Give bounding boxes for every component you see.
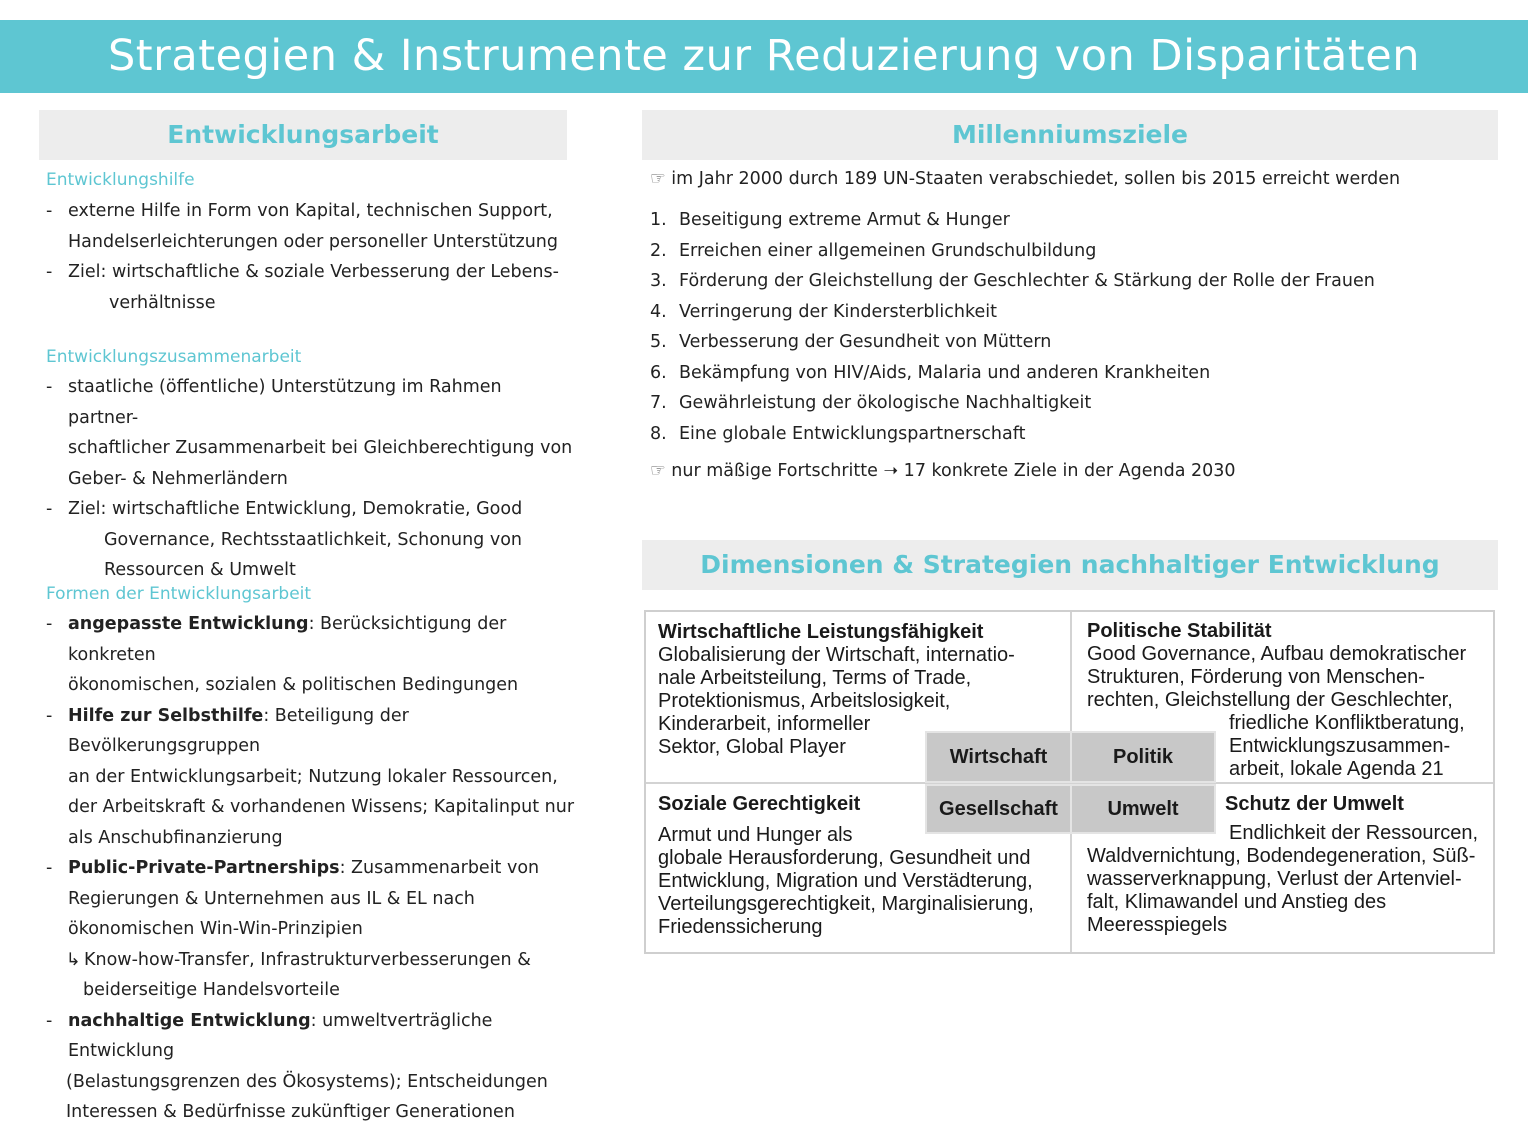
list-item-continuation: Geber- & Nehmerländern <box>68 468 288 489</box>
list-item-continuation: Ressourcen & Umwelt <box>104 560 296 580</box>
list-item-continuation: ökonomischen, sozialen & politischen Bedingungen <box>68 675 519 695</box>
center-label-gesellschaft: Gesellschaft <box>925 784 1072 834</box>
list-item: 5. Verbesserung der Gesundheit von Müttern <box>650 332 1052 352</box>
millenniumsziele-followup: ☞ nur mäßige Fortschritte ➝ 17 konkrete Ziele in der Agenda 2030 <box>650 461 1236 481</box>
subheading-entwicklungszusammenarbeit: Entwicklungszusammenarbeit <box>46 347 302 367</box>
list-item-continuation: der Arbeitskraft & vorhandenen Wissens; Kapitalinput nur <box>68 797 575 817</box>
list-item: - nachhaltige Entwicklung: umweltverträgliche Entwicklung <box>46 1010 493 1061</box>
section-heading-millenniumsziele: Millenniumsziele <box>642 110 1498 160</box>
millenniumsziele-list <box>650 205 1375 449</box>
page-title: Strategien & Instrumente zur Reduzierung von Disparitäten <box>0 20 1528 93</box>
formen-list <box>46 609 576 1128</box>
millenniumsziele-note: ☞ im Jahr 2000 durch 189 UN-Staaten verabschiedet, sollen bis 2015 erreicht werden <box>650 169 1401 189</box>
list-item: 8. Eine globale Entwicklungspartnerschaft <box>650 423 1026 444</box>
subheading-entwicklungshilfe: Entwicklungshilfe <box>46 170 195 190</box>
list-item: - staatliche (öffentliche) Unterstützung im Rahmen partner- <box>46 377 502 428</box>
list-item-continuation: ökonomischen Win-Win-Prinzipien <box>68 919 363 939</box>
section-heading-dimensionen: Dimensionen & Strategien nachhaltiger Entwicklung <box>642 540 1498 590</box>
quadrant-politik: Politische Stabilität Good Governance, Aufbau demokratischer Strukturen, Förderung von Menschen- rechten, Gleichstellung der Geschlechter, friedliche Konfliktberatung, Entwicklungszusammen- arbeit, lokale Agenda 21 <box>1087 620 1467 780</box>
pointing-hand-icon: ☞ <box>650 461 666 481</box>
list-item-continuation: beiderseitige Handelsvorteile <box>83 980 340 1000</box>
list-item: - externe Hilfe in Form von Kapital, technischen Support, <box>46 201 553 221</box>
dimensionen-matrix <box>644 610 1495 954</box>
center-label-umwelt: Umwelt <box>1070 784 1216 834</box>
quadrant-wirtschaft: Wirtschaftliche Leistungsfähigkeit Globalisierung der Wirtschaft, internatio- nale Arbeitsteilung, Terms of Trade, Protektionismus, Arbeitslosigkeit, Kinderarbeit, informeller Sektor, Global Player <box>658 621 1015 758</box>
list-item-arrow: ↳ Know-how-Transfer, Infrastrukturverbesserungen & <box>46 945 576 976</box>
list-item-continuation: Handelserleichterungen oder personeller Unterstützung <box>68 231 558 252</box>
entwicklungszusammenarbeit-list <box>46 372 576 586</box>
return-arrow-icon: ↳ <box>66 949 81 970</box>
quadrant-umwelt: Schutz der Umwelt Endlichkeit der Ressourcen, Waldvernichtung, Bodendegeneration, Süß- wasserverknappung, Verlust der Artenviel- falt, Klimawandel und Anstieg des Meeresspiegels <box>1087 793 1479 936</box>
list-item: 6. Bekämpfung von HIV/Aids, Malaria und anderen Krankheiten <box>650 362 1211 383</box>
list-item-continuation: Interessen & Bedürfnisse zukünftiger Generationen <box>66 1102 515 1122</box>
entwicklungshilfe-list <box>46 196 576 318</box>
center-label-wirtschaft: Wirtschaft <box>925 731 1072 783</box>
list-item: 2. Erreichen einer allgemeinen Grundschulbildung <box>650 240 1097 261</box>
list-item-continuation: Regierungen & Unternehmen aus IL & EL nach <box>68 888 475 909</box>
quadrant-gesellschaft: Soziale Gerechtigkeit Armut und Hunger als globale Herausforderung, Gesundheit und Entwicklung, Migration und Verstädterung, Verteilungsgerechtigkeit, Marginalisierung, Friedenssicherung <box>658 793 1034 938</box>
list-item: 7. Gewährleistung der ökologische Nachhaltigkeit <box>650 393 1092 413</box>
list-item-continuation: (Belastungsgrenzen des Ökosystems); Entscheidungen <box>66 1071 548 1092</box>
section-heading-entwicklungsarbeit: Entwicklungsarbeit <box>39 110 567 160</box>
list-item-continuation: als Anschubfinanzierung <box>68 827 283 848</box>
list-item: 4. Verringerung der Kindersterblichkeit <box>650 301 997 322</box>
list-item: - Ziel: wirtschaftliche & soziale Verbesserung der Lebens- <box>46 262 559 282</box>
list-item-continuation: Governance, Rechtsstaatlichkeit, Schonung von <box>104 529 523 550</box>
list-item-continuation: schaftlicher Zusammenarbeit bei Gleichberechtigung von <box>68 438 573 458</box>
pointing-hand-icon: ☞ <box>650 169 666 189</box>
center-label-politik: Politik <box>1070 731 1216 783</box>
subheading-formen: Formen der Entwicklungsarbeit <box>46 584 312 604</box>
list-item: - Ziel: wirtschaftliche Entwicklung, Demokratie, Good <box>46 499 523 519</box>
list-item: 1. Beseitigung extreme Armut & Hunger <box>650 210 1010 230</box>
list-item: 3. Förderung der Gleichstellung der Geschlechter & Stärkung der Rolle der Frauen <box>650 271 1375 291</box>
list-item-continuation: verhältnisse <box>109 292 216 313</box>
list-item: - Public-Private-Partnerships: Zusammenarbeit von <box>46 858 540 878</box>
list-item: - Hilfe zur Selbsthilfe: Beteiligung der Bevölkerungsgruppen <box>46 705 409 756</box>
list-item-continuation: an der Entwicklungsarbeit; Nutzung lokaler Ressourcen, <box>68 766 558 787</box>
list-item: - angepasste Entwicklung: Berücksichtigung der konkreten <box>46 614 507 665</box>
